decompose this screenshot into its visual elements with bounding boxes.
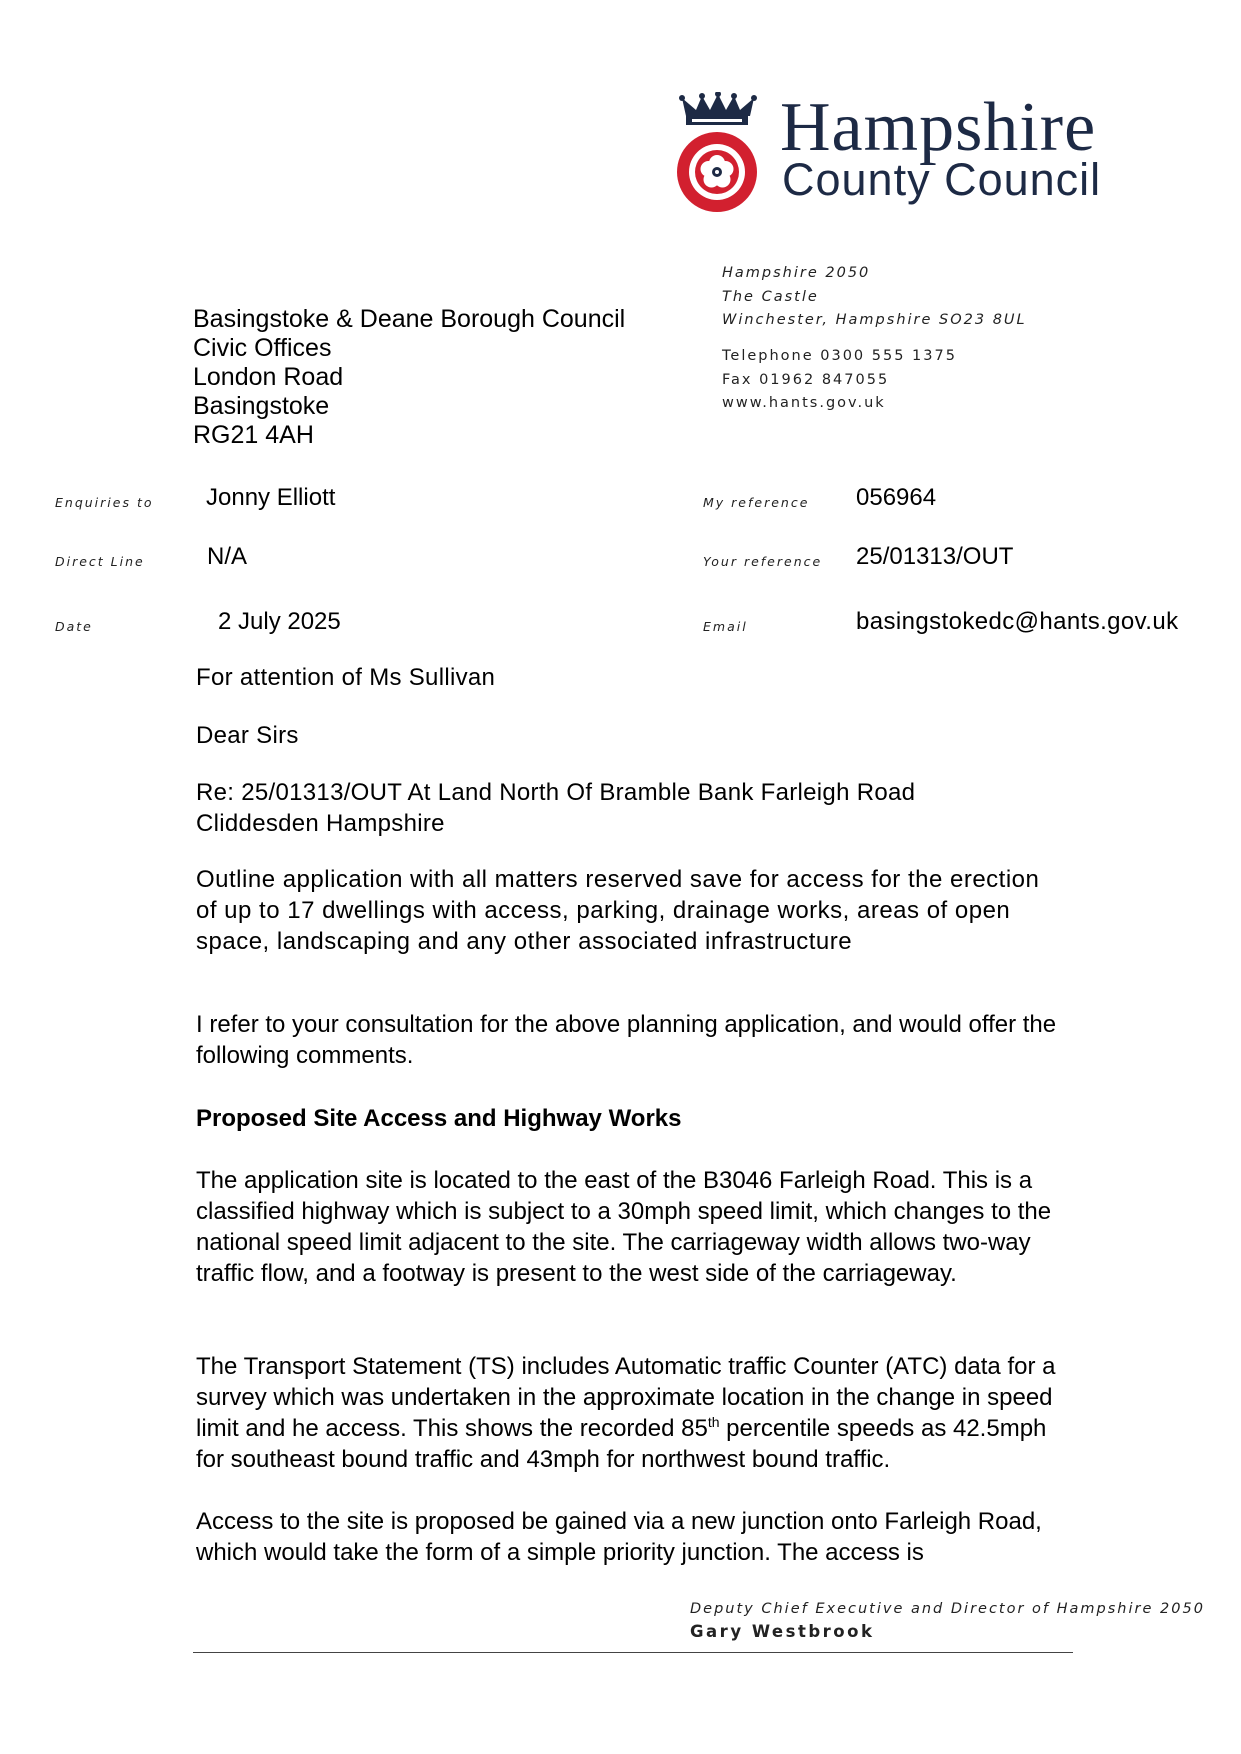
date-label: Date <box>55 619 93 634</box>
my-reference-label: My reference <box>703 495 810 510</box>
email-value[interactable]: basingstokedc@hants.gov.uk <box>856 608 1179 635</box>
sender-telephone: Telephone 0300 555 1375 <box>722 348 957 364</box>
paragraph-site-access: Access to the site is proposed be gained via a new junction onto Farleigh Road, which would take the form of a simple priority junction. The access is <box>196 1508 1042 1566</box>
recipient-line: RG21 4AH <box>193 421 314 449</box>
paragraph-transport-statement <box>196 1351 1081 1475</box>
email-label: Email <box>703 619 748 634</box>
attention-line: For attention of Ms Sullivan <box>196 664 496 691</box>
recipient-address <box>193 305 625 450</box>
direct-line-value: N/A <box>207 543 248 570</box>
logo-wordmark-line2: County Council <box>782 154 1102 205</box>
recipient-line: London Road <box>193 363 344 391</box>
paragraph-text: The Transport Statement (TS) includes Automatic traffic Counter (ATC) data for a survey which was undertaken in the approximate location in the change in speed limit and he access. This shows the recorded 85 <box>196 1353 1056 1442</box>
re-line: Re: 25/01313/OUT At Land North Of Bramble Bank Farleigh Road <box>196 779 916 806</box>
re-heading <box>196 777 1086 839</box>
my-reference-value: 056964 <box>856 484 937 511</box>
your-reference-value: 25/01313/OUT <box>856 543 1014 570</box>
recipient-line: Basingstoke & Deane Borough Council <box>193 305 626 333</box>
logo-wordmark-line1: Hampshire <box>780 89 1097 166</box>
sender-address <box>722 262 1027 333</box>
sender-building: The Castle <box>722 288 819 305</box>
sender-fax: Fax 01962 847055 <box>722 371 890 388</box>
footer-name: Gary Westbrook <box>690 1622 875 1641</box>
council-logo <box>668 89 1138 217</box>
ordinal-suffix: th <box>707 1414 720 1430</box>
sender-department: Hampshire 2050 <box>722 265 871 281</box>
sender-town: Winchester, Hampshire SO23 8UL <box>722 312 1027 328</box>
footer-divider <box>193 1652 1073 1653</box>
sender-web[interactable]: www.hants.gov.uk <box>722 395 886 411</box>
your-reference-label: Your reference <box>703 554 823 569</box>
re-line: Cliddesden Hampshire <box>196 810 445 837</box>
sender-contact <box>722 345 957 416</box>
paragraph-site-location: The application site is located to the east of the B3046 Farleigh Road. This is a classified highway which is subject to a 30mph speed limit, which changes to the national speed limit adjacent to the site. The carriageway width allows two-way traffic flow, and a footway is present to the west side of the carriageway. <box>196 1167 1052 1287</box>
footer-role: Deputy Chief Executive and Director of Hampshire 2050 <box>690 1601 1205 1617</box>
salutation: Dear Sirs <box>196 722 299 749</box>
paragraph-text: percentile speeds as 42.5mph for southeast bound traffic and 43mph for northwest bound traffic. <box>196 1415 1047 1473</box>
direct-line-label: Direct Line <box>55 554 145 569</box>
recipient-line: Basingstoke <box>193 392 330 420</box>
crowned-rose-icon <box>668 92 768 217</box>
recipient-line: Civic Offices <box>193 334 332 362</box>
enquiries-label: Enquiries to <box>55 495 154 510</box>
section-heading: Proposed Site Access and Highway Works <box>196 1105 682 1132</box>
date-value: 2 July 2025 <box>218 608 341 635</box>
application-description: Outline application with all matters reserved save for access for the erection of up to 17 dwellings with access, parking, drainage works, areas of open space, landscaping and any other associated infrastructure <box>196 866 1040 955</box>
enquiries-value: Jonny Elliott <box>206 484 336 511</box>
intro-paragraph: I refer to your consultation for the above planning application, and would offer the following comments. <box>196 1011 1057 1069</box>
